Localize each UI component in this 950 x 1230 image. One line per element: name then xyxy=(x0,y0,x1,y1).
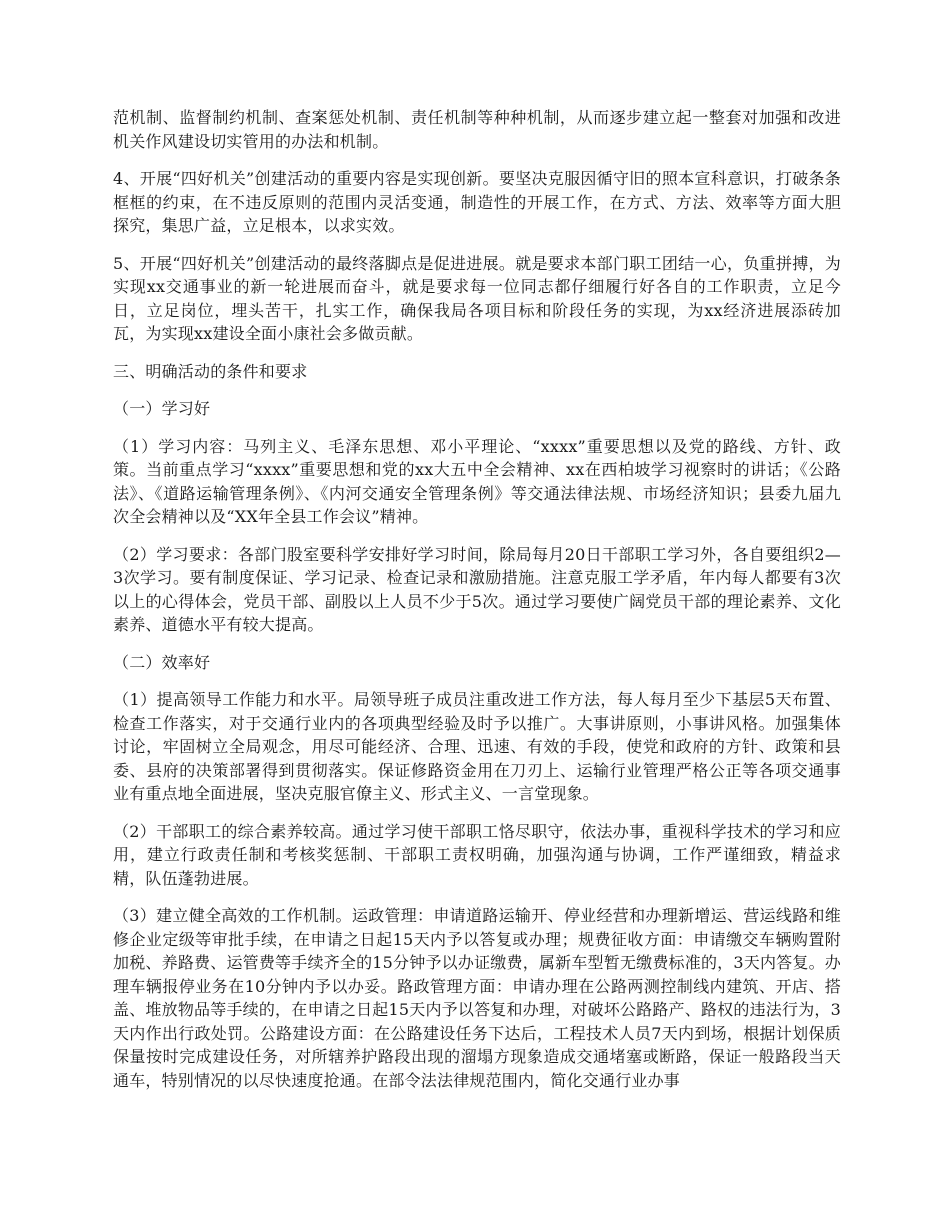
paragraph-study-requirements: （2）学习要求：各部门股室要科学安排好学习时间，除局每月20日干部职工学习外，各自要组织2—3次学习。要有制度保证、学习记录、检查记录和激励措施。注意克服工学矛盾，年内每人都要有3次以上的心得体会，党员干部、副股以上人员不少于5次。通过学习要使广阔党员干部的理论素养、文化素养、道德水平有较大提高。 xyxy=(113,544,841,634)
section-heading-conditions: 三、明确活动的条件和要求 xyxy=(113,361,308,381)
paragraph-point-5-development: 5、开展“四好机关”创建活动的最终落脚点是促进进展。就是要求本部门职工团结一心，负重拼搏，为实现xx交通事业的新一轮进展而奋斗，就是要求每一位同志都仔细履行好各自的工作职责，立足今日，立足岗位，埋头苦干，扎实工作，确保我局各项目标和阶段任务的实现，为xx经济进展添砖加瓦，为实现xx建设全面小康社会多做贡献。 xyxy=(113,253,841,343)
paragraph-staff-quality: （2）干部职工的综合素养较高。通过学习使干部职工恪尽职守，依法办事，重视科学技术的学习和应用，建立行政责任制和考核奖惩制、干部职工责权明确，加强沟通与协调，工作严谨细致，精益求精，队伍蓬勃进展。 xyxy=(113,821,841,888)
subheading-study: （一）学习好 xyxy=(113,399,211,418)
paragraph-point-4-innovation: 4、开展“四好机关”创建活动的重要内容是实现创新。要坚决克服因循守旧的照本宣科意识，打破条条框框的约束，在不违反原则的范围内灵活变通，制造性的开展工作，在方式、方法、效率等方面大胆探究，集思广益，立足根本，以求实效。 xyxy=(113,169,841,235)
subheading-efficiency: （二）效率好 xyxy=(113,652,211,672)
paragraph-work-mechanism: （3）建立健全高效的工作机制。运政管理：申请道路运输开、停业经营和办理新增运、营运线路和维修企业定级等审批手续，在申请之日起15天内予以答复或办理；规费征收方面：申请缴交车辆购置附加税、养路费、运管费等手续齐全的15分钟予以办证缴费，属新车型暂无缴费标准的，3天内答复。办理车辆报停业务在10分钟内予以办妥。路政管理方面：申请办理在公路两测控制线内建筑、开店、搭盖、堆放物品等手续的，在申请之日起15天内予以答复和办理，对破坏公路路产、路权的违法行为，3天内作出行政处罚。公路建设方面：在公路建设任务下达后，工程技术人员7天内到场，根据计划保质保量按时完成建设任务，对所辖养护路段出现的溜塌方现象造成交通堵塞或断路，保证一般路段当天通车，特别情况的以尽快速度抢通。在部令法法律规范围内，简化交通行业办事 xyxy=(113,906,841,1090)
paragraph-study-content: （1）学习内容：马列主义、毛泽东思想、邓小平理论、“xxxx”重要思想以及党的路线、方针、政策。当前重点学习“xxxx”重要思想和党的xx大五中全会精神、xx在西柏坡学习视察时的讲话；《公路法》、《道路运输管理条例》、《内河交通安全管理条例》等交通法律法规、市场经济知识；县委九届九次全会精神以及“XX年全县工作会议”精神。 xyxy=(113,436,841,526)
paragraph-mechanisms: 范机制、监督制约机制、查案惩处机制、责任机制等种种机制，从而逐步建立起一整套对加强和改进机关作风建设切实管用的办法和机制。 xyxy=(113,108,841,151)
paragraph-leadership: （1）提高领导工作能力和水平。局领导班子成员注重改进工作方法，每人每月至少下基层5天布置、检查工作落实，对于交通行业内的各项典型经验及时予以推广。大事讲原则，小事讲风格。加强集体讨论，牢固树立全局观念，用尽可能经济、合理、迅速、有效的手段，使党和政府的方针、政策和县委、县府的决策部署得到贯彻落实。保证修路资金用在刀刃上、运输行业管理严格公正等各项交通事业有重点地全面进展，坚决克服官僚主义、形式主义、一言堂现象。 xyxy=(113,690,841,803)
document-body xyxy=(113,106,841,1106)
